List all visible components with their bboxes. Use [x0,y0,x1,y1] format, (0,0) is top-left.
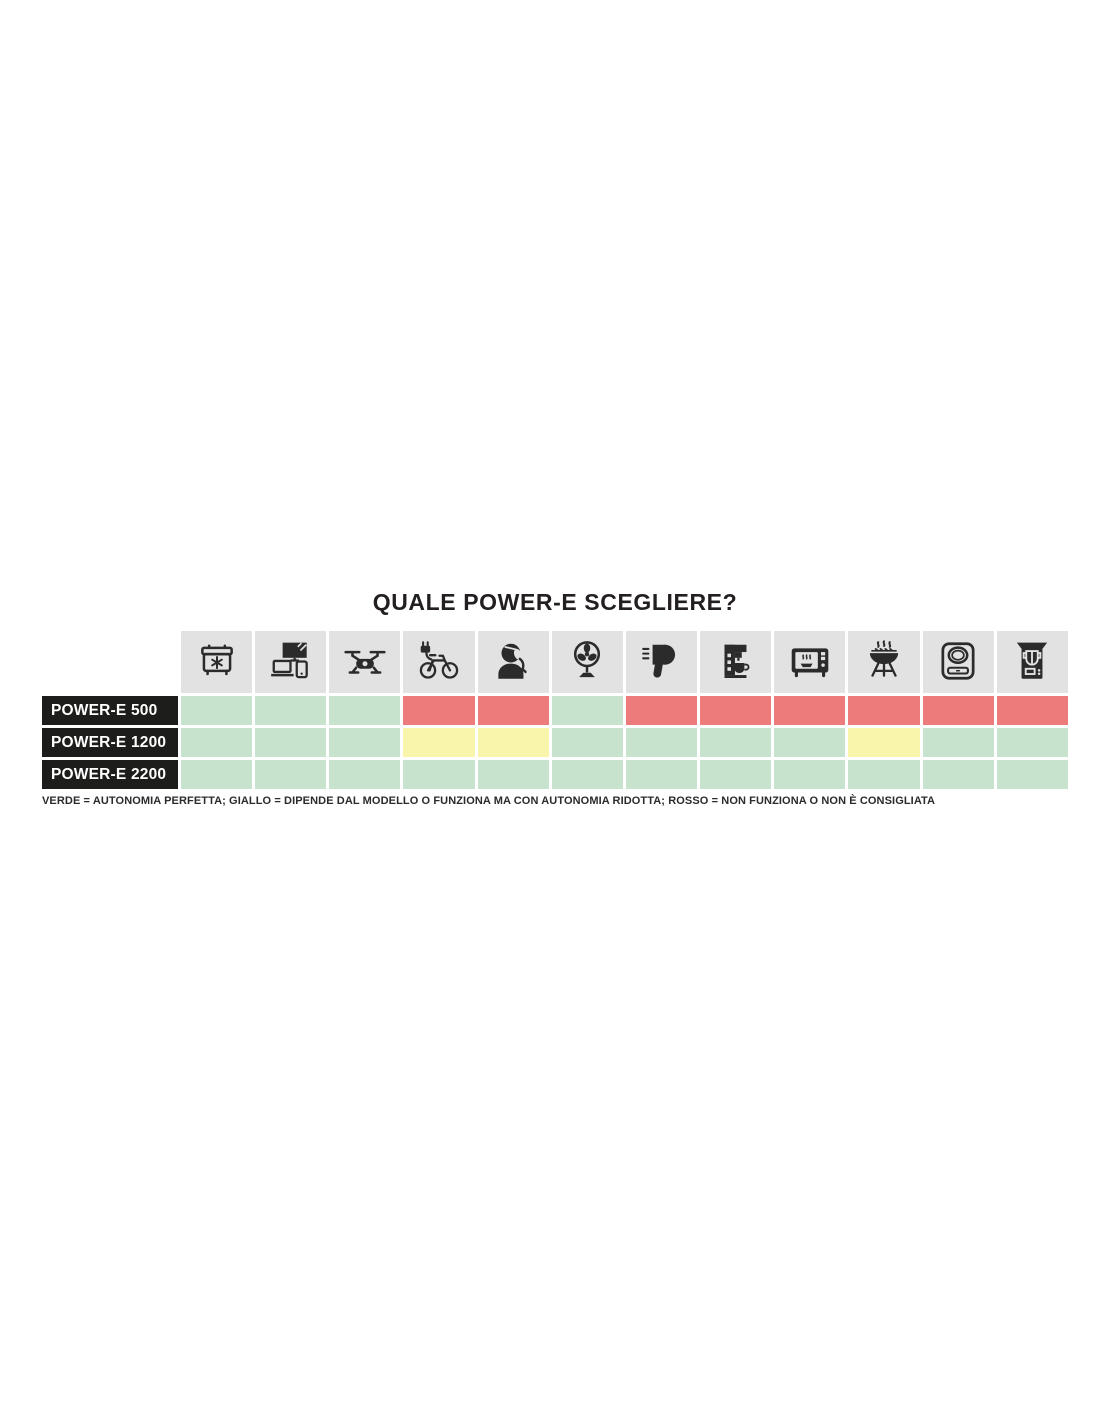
table-cell [997,696,1068,725]
table-cell [626,696,697,725]
table-cell [329,760,400,789]
table-corner [42,631,178,693]
table-cell [552,696,623,725]
e-bike-icon [416,639,462,685]
microwave-icon [787,639,833,685]
row-label: POWER-E 500 [42,696,178,725]
bbq-grill-icon [861,639,907,685]
table-cell [923,760,994,789]
table-cell [997,728,1068,757]
table-cell [997,760,1068,789]
table-cell [552,760,623,789]
table-cell [478,728,549,757]
column-header [626,631,697,693]
table-cell [403,696,474,725]
table-cell [329,728,400,757]
legend-text: VERDE = AUTONOMIA PERFETTA; GIALLO = DIPENDE DAL MODELLO O FUNZIONA MA CON AUTONOMIA RIDOTTA; ROSSO = NON FUNZIONA O NON È CONSIGLIATA [42,795,936,807]
table-cell [774,728,845,757]
table-cell [848,760,919,789]
column-header [923,631,994,693]
column-header [181,631,252,693]
table-cell [403,728,474,757]
table-cell [478,696,549,725]
table-cell [255,728,326,757]
table-cell [478,760,549,789]
electronics-icon [268,639,314,685]
portable-fridge-icon [194,639,240,685]
table-cell [626,760,697,789]
table-cell [626,728,697,757]
column-header [774,631,845,693]
food-processor-icon [1009,639,1055,685]
column-header [478,631,549,693]
table-cell [774,760,845,789]
row-label: POWER-E 1200 [42,728,178,757]
table-cell [700,728,771,757]
column-header [848,631,919,693]
table-cell [255,760,326,789]
column-header [997,631,1068,693]
table-cell [181,728,252,757]
table-cell [181,760,252,789]
table-cell [329,696,400,725]
kitchen-scale-icon [935,639,981,685]
table-cell [700,760,771,789]
cpap-mask-icon [490,639,536,685]
table-cell [552,728,623,757]
drone-icon [342,639,388,685]
column-header [403,631,474,693]
table-cell [700,696,771,725]
column-header [329,631,400,693]
table-cell [848,728,919,757]
column-header [700,631,771,693]
table-cell [923,728,994,757]
table-cell [848,696,919,725]
row-label: POWER-E 2200 [42,760,178,789]
table-cell [774,696,845,725]
coffee-machine-icon [713,639,759,685]
page-title: QUALE POWER-E SCEGLIERE? [372,589,738,615]
compatibility-table [42,631,1068,789]
table-cell [255,696,326,725]
column-header [552,631,623,693]
hair-dryer-icon [639,639,685,685]
fan-icon [564,639,610,685]
column-header [255,631,326,693]
table-cell [403,760,474,789]
table-cell [181,696,252,725]
table-cell [923,696,994,725]
